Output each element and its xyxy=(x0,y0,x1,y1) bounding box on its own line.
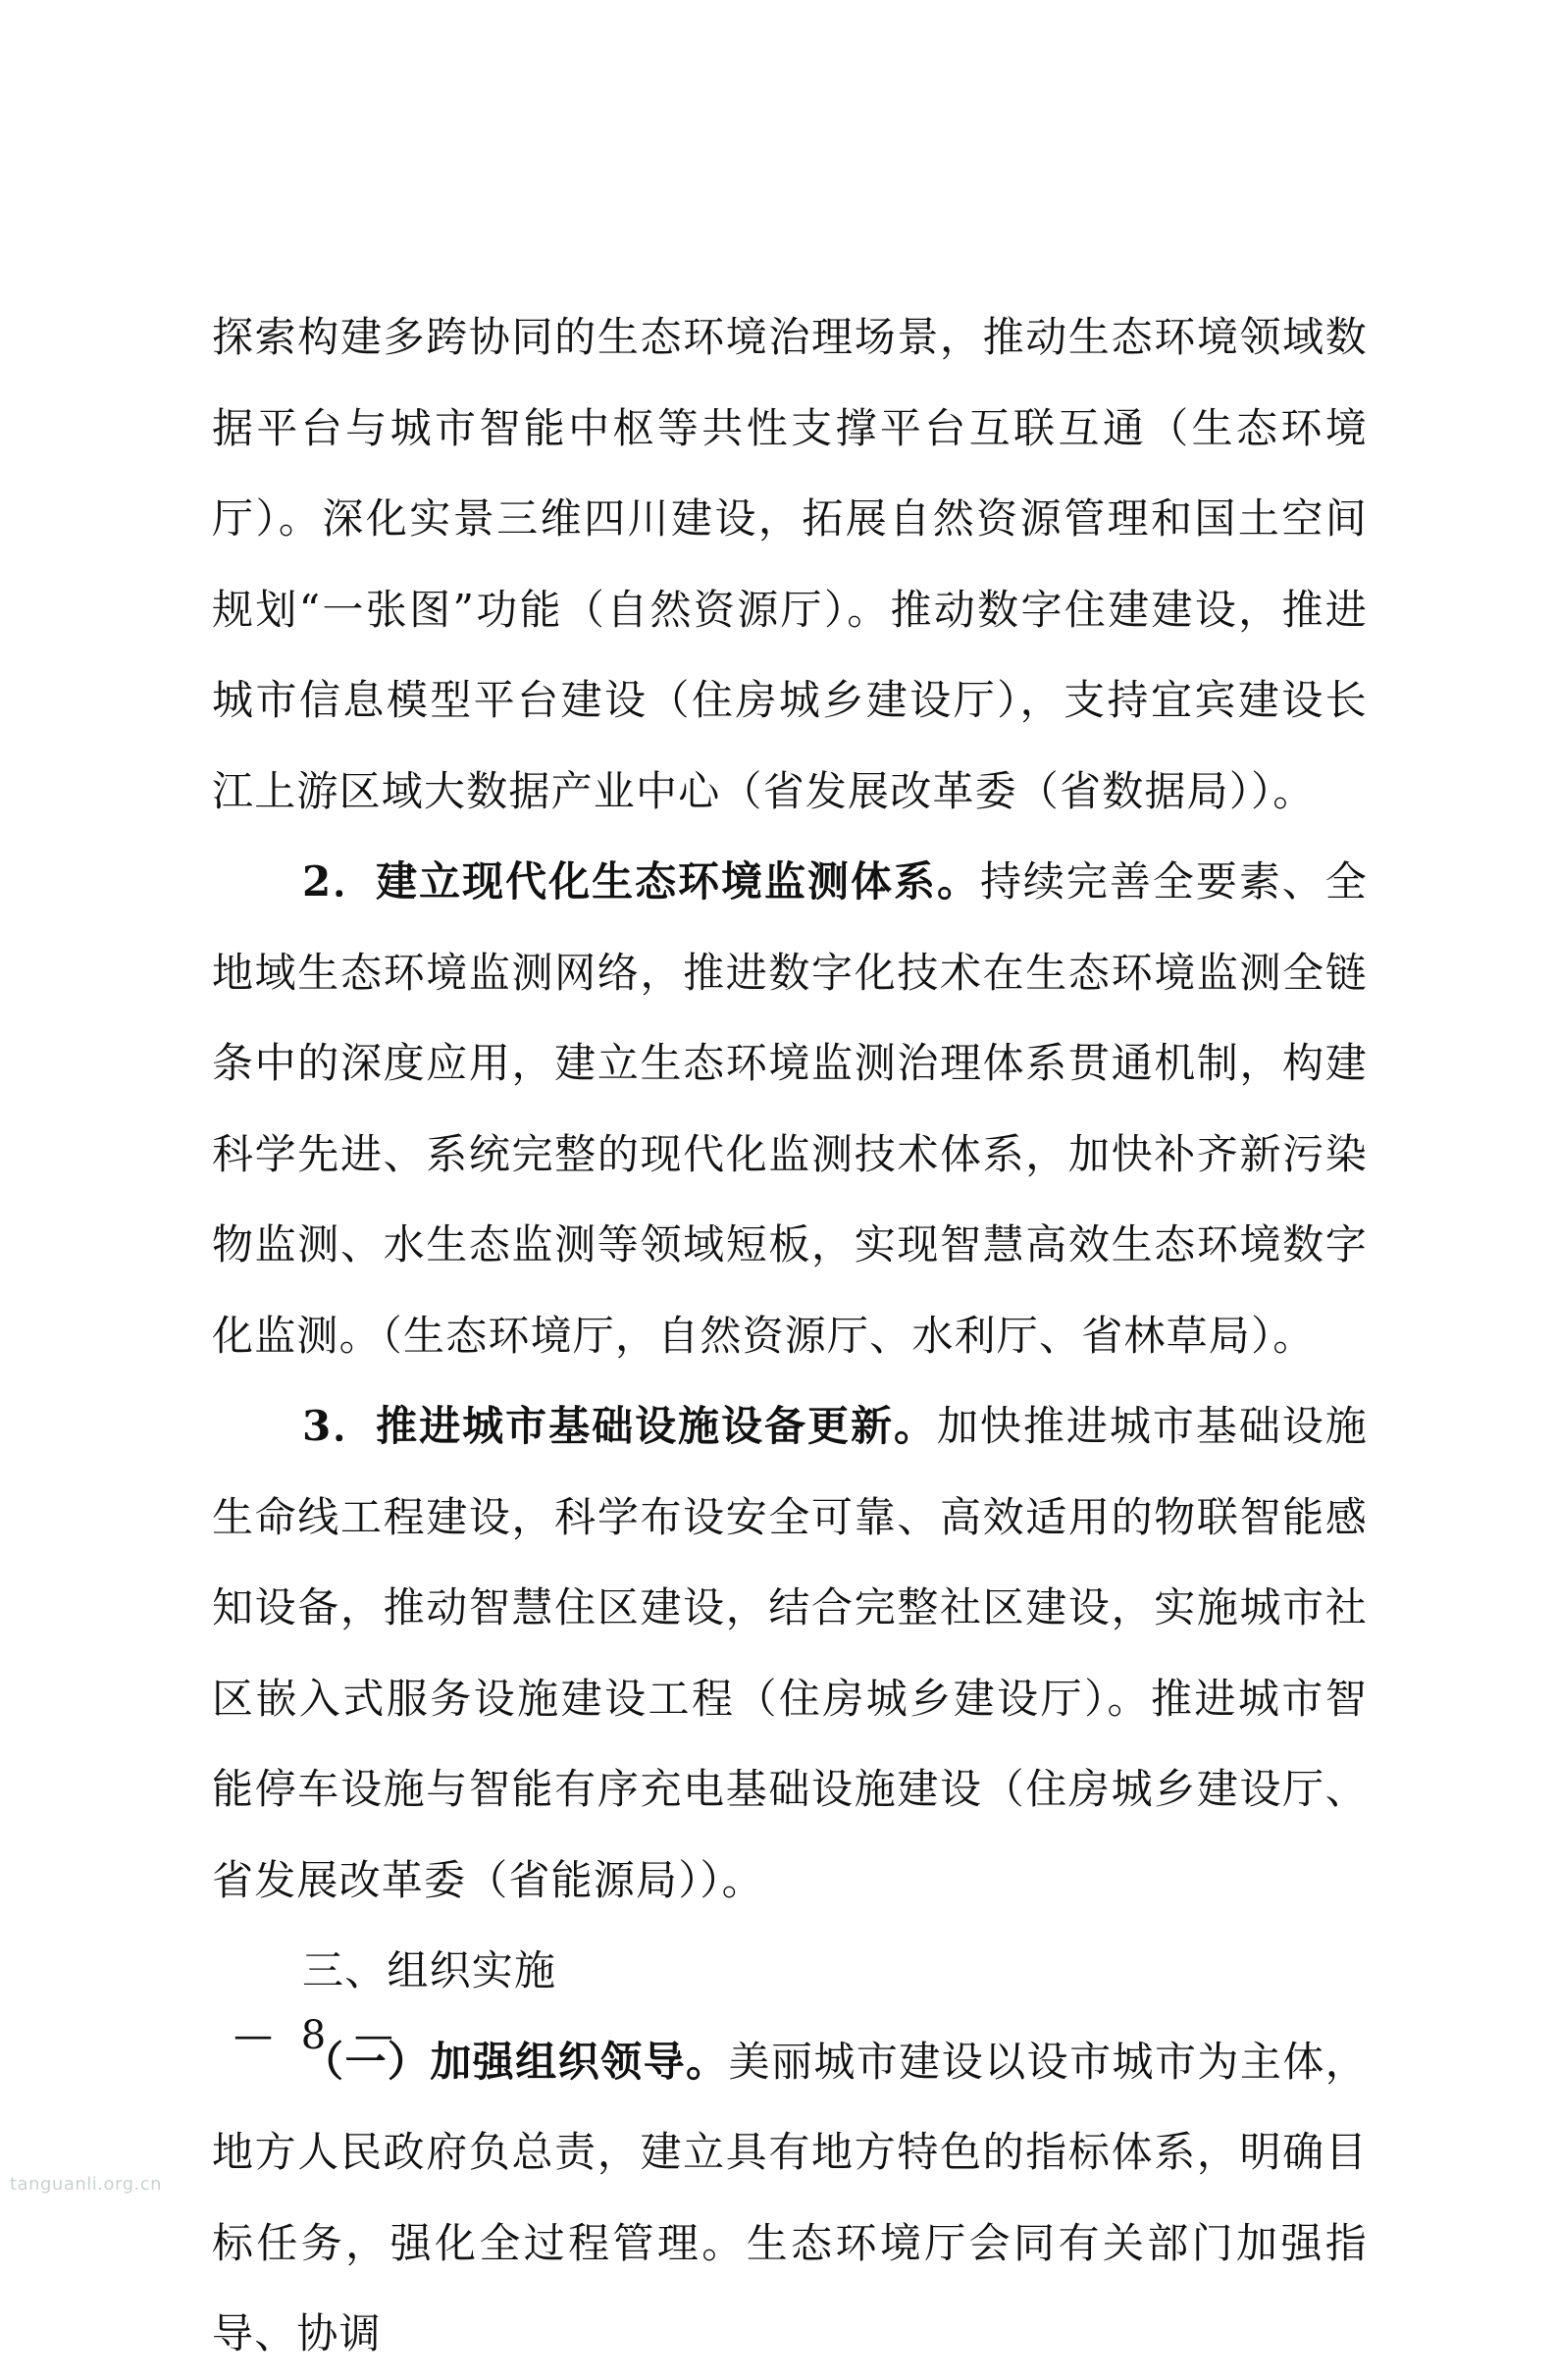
watermark: tanguanli.org.cn xyxy=(10,2174,163,2195)
item-2-body: 持续完善全要素、全地域生态环境监测网络，推进数字化技术在生态环境监测全链条中的深度应用，建立生态环境监测治理体系贯通机制，构建科学先进、系统完整的现代化监测技术体系，加快补齐新污染物监测、水生态监测等领域短板，实现智慧高效生态环境数字化监测。（生态环境厅，自然资源厅、水利厅、省林草局）。 xyxy=(212,857,1368,1360)
section-3-1-title: （一）加强组织领导。 xyxy=(302,2037,729,2086)
item-3-body: 加快推进城市基础设施生命线工程建设，科学布设安全可靠、高效适用的物联智能感知设备，推动智慧住区建设，结合完整社区建设，实施城市社区嵌入式服务设施建设工程（住房城乡建设厅）。推进城市智能停车设施与智能有序充电基础设施建设（住房城乡建设厅、省发展改革委（省能源局））。 xyxy=(212,1402,1368,1904)
paragraph-continuation: 探索构建多跨协同的生态环境治理场景，推动生态环境领域数据平台与城市智能中枢等共性支撑平台互联互通（生态环境厅）。深化实景三维四川建设，拓展自然资源管理和国土空间规划“一张图”功能（自然资源厅）。推动数字住建建设，推进城市信息模型平台建设（住房城乡建设厅），支持宜宾建设长江上游区域大数据产业中心（省发展改革委（省数据局））。 xyxy=(212,313,1368,815)
item-3-title: 3．推进城市基础设施设备更新。 xyxy=(302,1402,937,1450)
item-2-title: 2．建立现代化生态环境监测体系。 xyxy=(302,857,980,905)
page-number: — 8 — xyxy=(234,2013,401,2058)
paragraph-section-3-1 xyxy=(212,2017,1368,2380)
section-heading-3: 三、组织实施 xyxy=(302,1946,557,1994)
section-3-1-body: 美丽城市建设以设市城市为主体，地方人民政府负总责，建立具有地方特色的指标体系，明确目标任务，强化全过程管理。生态环境厅会同有关部门加强指导、协调 xyxy=(212,2037,1368,2357)
paragraph-item-2 xyxy=(212,837,1368,1381)
body-text xyxy=(212,292,1368,2380)
paragraph-item-3 xyxy=(212,1381,1368,1926)
